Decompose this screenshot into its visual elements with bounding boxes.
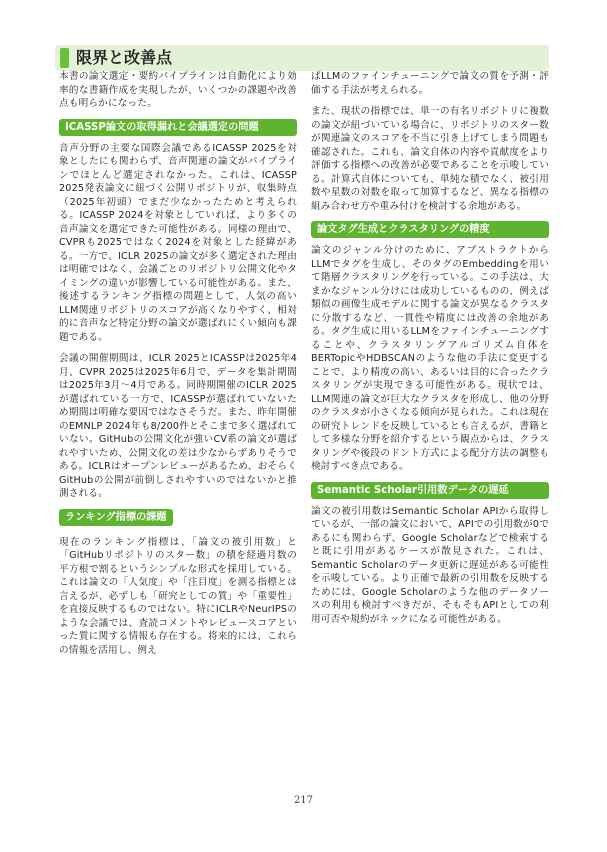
section-heading-semantic-scholar: Semantic Scholar引用数データの遅延 <box>311 482 549 499</box>
paragraph: 会議の開催期間は、ICLR 2025とICASSPは2025年4月、CVPR 2025は2025年6月で、データを集計期間は2025年3月～4月である。同時期開催のICLR 2025が選ばれている一方で、ICASSPが選ばれていないため期間は明確な要因ではなさそうだ。また、昨年開催のEMNLP 2024年も8/200件とそこまで多く選ばれていない。GitHubの公開文化が強いCV系の論文が選ばれやすいため、公開文化の差は少なからずありそうである。ICLRはオープンレビューがあるため、おそらくGitHubの公開が前倒しされやすいのではないかと推測される。 <box>59 353 297 499</box>
intro-paragraph: 本書の論文選定・要約パイプラインは自動化により効率的な書籍作成を実現したが、いくつかの課題や改善点も明らかになった。 <box>59 71 297 109</box>
paragraph: また、現状の指標では、単一の有名リポジトリに複数の論文が紐づいている場合に、リポジトリのスター数が関連論文のスコアを不当に引き上げてしまう問題も確認された。これも、論文自体の内容や貢献度をより評価する指標への改善が必要であることを示唆している。計算式自体についても、単純な積でなく、被引用数や星数の対数を取って加算するなど、異なる指標の組み合わせ方や重み付けを検討する余地がある。 <box>311 106 549 212</box>
paragraph: 論文の被引用数はSemantic Scholar APIから取得しているが、一部の論文において、APIでの引用数が0であるにも関わらず、Google Scholarなどで検索すると既に引用があるケースが散見された。これは、Semantic Scholarのデータ更新に遅延がある可能性を示唆している。より正確で最新の引用数を反映するためには、Google Scholarのような他のデータソースの利用も検討すべきだが、そもそもAPIとしての利用可否や規約がネックになる可能性がある。 <box>311 505 549 625</box>
paragraph-continued: ばLLMのファインチューニングで論文の質を予測・評価する手法が考えられる。 <box>311 71 549 96</box>
paragraph: 音声分野の主要な国際会議であるICASSP 2025を対象としたにも関わらず、音声関連の論文がパイプラインでほとんど選定されなかった。これは、ICASSP 2025発表論文に紐づく公開リポジトリが、収集時点（2025年初頭）でまだ少なかったためと考えられる。ICASSP 2024を対象としていれば、より多くの音声論文を選定できた可能性がある。同様の理由で、CVPRも2025ではなく2024を対象とした経緯がある。一方で、ICLR 2025の論文が多く選定された理由は明確ではなく、会議ごとのリポジトリ公開文化やタイミングの違いが影響している可能性がある。また、後述するランキング指標の問題として、人気の高いLLM関連リポジトリのスコアが高くなりやすく、相対的に音声など特定分野の論文が選ばれにくい傾向も課題である。 <box>59 142 297 343</box>
section-heading-ranking: ランキング指標の課題 <box>59 509 173 526</box>
paragraph: 現在のランキング指標は、「論文の被引用数」と「GitHubリポジトリのスター数」の積を経過月数の平方根で割るというシンプルな形式を採用している。これは論文の「人気度」や「注目度」を測る指標とは言えるが、必ずしも「研究としての質」や「重要性」を直接反映するものではない。特にICLRやNeurIPSのような会議では、査読コメントやレビュースコアといった質に関する情報も存在する。将来的には、これらの情報を活用し、例え <box>59 536 297 656</box>
left-column <box>59 70 297 665</box>
section-heading-icassp: ICASSP論文の取得漏れと会議選定の問題 <box>59 119 297 136</box>
page-title: 限界と改善点 <box>76 48 173 67</box>
section-heading-tagging: 論文タグ生成とクラスタリングの精度 <box>311 221 549 238</box>
right-column <box>311 70 549 634</box>
page-number: 217 <box>293 795 314 806</box>
paragraph: 論文のジャンル分けのために、アブストラクトからLLMでタグを生成し、そのタグのEmbeddingを用いて階層クラスタリングを行っている。この手法は、大まかなジャンル分けには成功しているものの、例えば類似の画像生成モデルに関する論文が異なるクラスタに分散するなど、一貫性や精度には改善の余地がある。タグ生成に用いるLLMをファインチューニングすることや、クラスタリングアルゴリズム自体をBERTopicやHDBSCANのような他の手法に変更することで、より精度の高い、あるいは目的に合ったクラスタリングが実現できる可能性がある。現状では、LLM関連の論文が巨大なクラスタを形成し、他の分野のクラスタが小さくなる傾向が見られた。これは現在の研究トレンドを反映しているとも言えるが、書籍として多様な分野を紹介するという観点からは、クラスタリングや後段のドント方式による配分方法の調整も検討すべき点である。 <box>311 245 549 472</box>
title-accent-mark <box>60 48 69 68</box>
